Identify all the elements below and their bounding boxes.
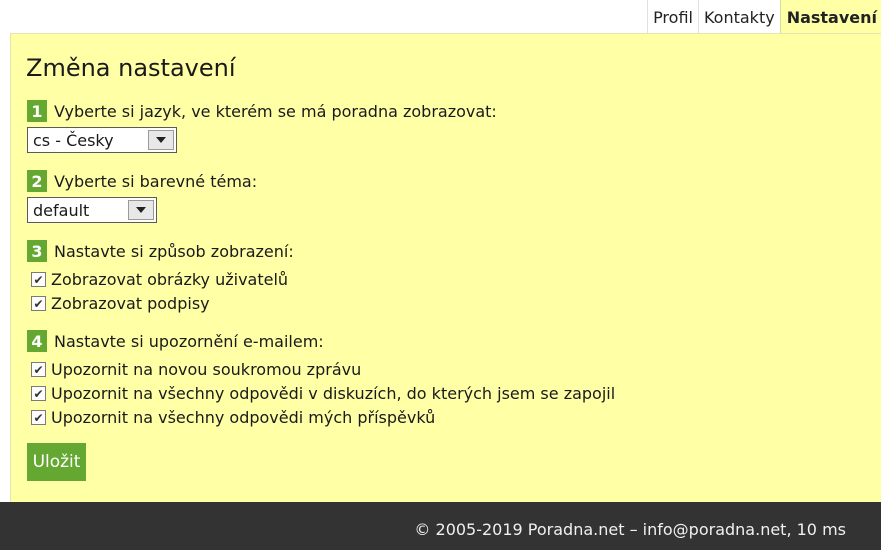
checkbox-checked-icon[interactable]: ✔	[31, 386, 46, 401]
step-display	[27, 240, 294, 262]
tab-kontakty[interactable]: Kontakty	[698, 0, 780, 34]
language-select-value: cs - Česky	[33, 130, 114, 150]
theme-select[interactable]	[27, 197, 157, 223]
checkbox-show-signatures[interactable]	[31, 294, 210, 313]
checkbox-label: Zobrazovat obrázky uživatelů	[51, 270, 289, 289]
footer	[0, 502, 881, 550]
checkbox-checked-icon[interactable]: ✔	[31, 362, 46, 377]
step-label: Nastavte si způsob zobrazení:	[54, 241, 294, 261]
step-number-badge: 4	[27, 330, 47, 352]
step-email	[27, 330, 324, 352]
step-theme	[27, 170, 257, 192]
step-number-badge: 2	[27, 170, 47, 192]
step-label: Vyberte si jazyk, ve kterém se má poradna zobrazovat:	[54, 101, 497, 121]
settings-panel	[10, 33, 881, 502]
checkbox-show-avatars[interactable]	[31, 270, 288, 289]
save-button[interactable]: Uložit	[27, 443, 86, 481]
checkbox-label: Upozornit na všechny odpovědi mých příspěvků	[51, 408, 436, 427]
checkbox-notify-post-replies[interactable]	[31, 408, 435, 427]
checkbox-checked-icon[interactable]: ✔	[31, 272, 46, 287]
tab-profil[interactable]: Profil	[647, 0, 698, 34]
step-number-badge: 1	[27, 100, 47, 122]
checkbox-checked-icon[interactable]: ✔	[31, 410, 46, 425]
step-label: Nastavte si upozornění e-mailem:	[54, 331, 324, 351]
tab-nastaveni[interactable]: Nastavení	[780, 0, 881, 34]
checkbox-label: Zobrazovat podpisy	[51, 294, 210, 313]
language-select[interactable]	[27, 127, 177, 153]
chevron-down-icon[interactable]	[148, 130, 174, 150]
checkbox-label: Upozornit na novou soukromou zprávu	[51, 360, 362, 379]
step-number-badge: 3	[27, 240, 47, 262]
step-language	[27, 100, 497, 122]
tab-bar	[647, 0, 881, 34]
theme-select-value: default	[33, 200, 90, 220]
step-label: Vyberte si barevné téma:	[54, 171, 258, 191]
page-title: Změna nastavení	[26, 54, 236, 82]
chevron-down-icon[interactable]	[128, 200, 154, 220]
checkbox-notify-discussion-replies[interactable]	[31, 384, 615, 403]
checkbox-checked-icon[interactable]: ✔	[31, 296, 46, 311]
checkbox-label: Upozornit na všechny odpovědi v diskuzích, do kterých jsem se zapojil	[51, 384, 616, 403]
footer-text: © 2005-2019 Poradna.net – info@poradna.net, 10 ms	[414, 520, 846, 539]
checkbox-notify-private-message[interactable]	[31, 360, 361, 379]
